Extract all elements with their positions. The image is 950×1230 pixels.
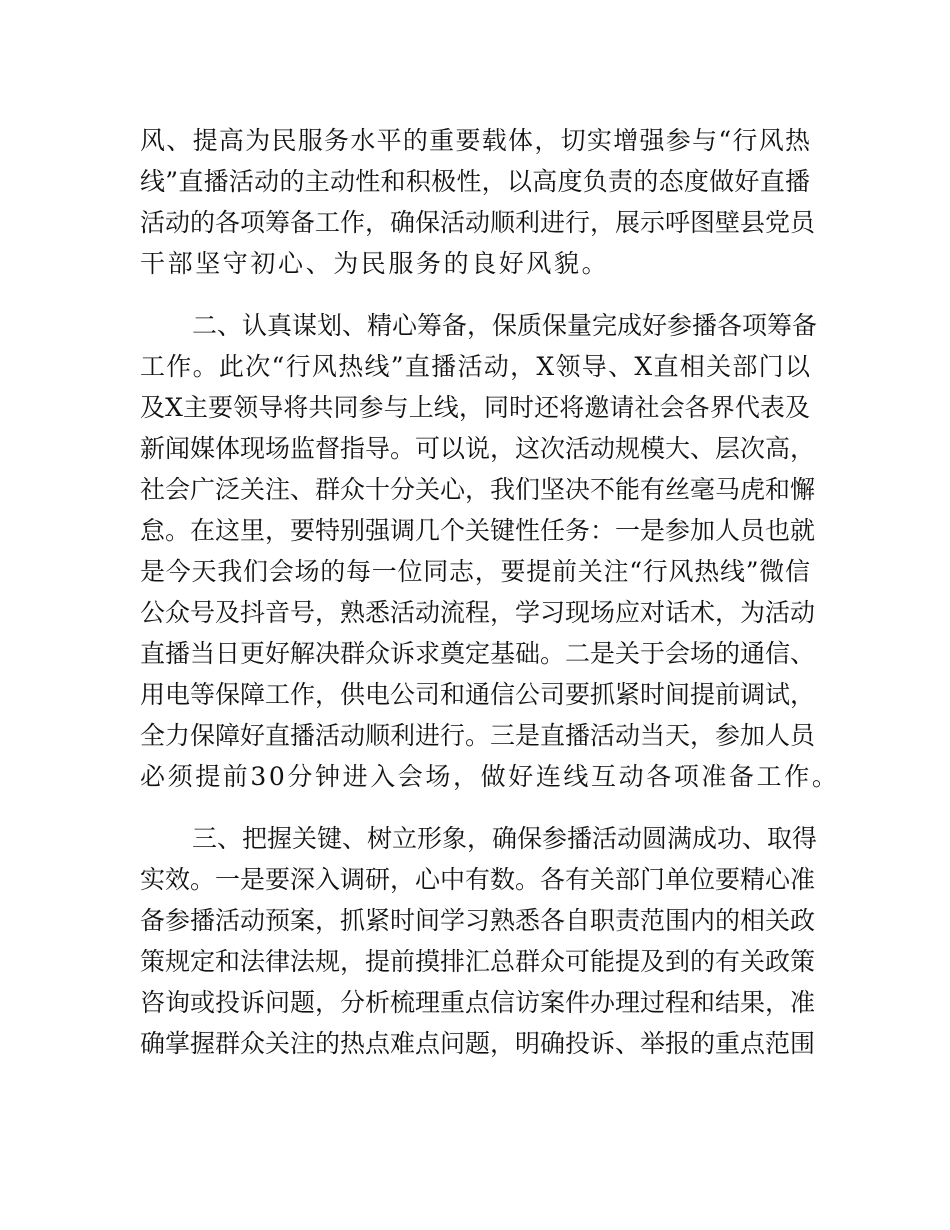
paragraph-3-line-1: 三、把握关键、树立形象，确保参播活动圆满成功、取得 — [192, 824, 818, 853]
paragraph-1-line-4: 干部坚守初心、为民服务的良好风貌。 — [140, 249, 610, 278]
paragraph-3-line-5: 咨询或投诉问题，分析梳理重点信访案件办理过程和结果，准 — [140, 988, 816, 1017]
paragraph-2-line-12: 必须提前30分钟进入会场，做好连线互动各项准备工作。 — [140, 762, 840, 791]
paragraph-1-line-3: 活动的各项筹备工作，确保活动顺利进行，展示呼图壁县党员 — [140, 208, 816, 237]
paragraph-3-line-3: 备参播活动预案，抓紧时间学习熟悉各自职责范围内的相关政 — [140, 906, 816, 935]
paragraph-3-line-6: 确掌握群众关注的热点难点问题，明确投诉、举报的重点范围 — [140, 1029, 816, 1058]
paragraph-2-line-10: 用电等保障工作，供电公司和通信公司要抓紧时间提前调试， — [140, 680, 816, 709]
paragraph-2-line-8: 公众号及抖音号，熟悉活动流程，学习现场应对话术，为活动 — [140, 598, 816, 627]
paragraph-2-line-1: 二、认真谋划、精心筹备，保质保量完成好参播各项筹备 — [192, 311, 818, 340]
paragraph-2-line-5: 社会广泛关注、群众十分关心，我们坚决不能有丝毫马虎和懈 — [140, 475, 816, 504]
paragraph-3-line-4: 策规定和法律法规，提前摸排汇总群众可能提及到的有关政策 — [140, 947, 816, 976]
paragraph-2-line-4: 新闻媒体现场监督指导。可以说，这次活动规模大、层次高， — [140, 434, 816, 463]
paragraph-1-line-2: 线”直播活动的主动性和积极性，以高度负责的态度做好直播 — [140, 167, 810, 196]
paragraph-2-line-11: 全力保障好直播活动顺利进行。三是直播活动当天，参加人员 — [140, 721, 816, 750]
paragraph-3-line-2: 实效。一是要深入调研，心中有数。各有关部门单位要精心准 — [140, 865, 816, 894]
paragraph-2-line-7: 是今天我们会场的每一位同志，要提前关注“行风热线”微信 — [140, 557, 810, 586]
paragraph-1-line-1: 风、提高为民服务水平的重要载体，切实增强参与“行风热 — [140, 126, 810, 155]
paragraph-2-line-9: 直播当日更好解决群众诉求奠定基础。二是关于会场的通信、 — [140, 639, 816, 668]
paragraph-2-line-2: 工作。此次“行风热线”直播活动，X领导、X直相关部门以 — [140, 352, 810, 381]
paragraph-2-line-6: 怠。在这里，要特别强调几个关键性任务：一是参加人员也就 — [140, 516, 816, 545]
paragraph-2-line-3: 及X主要领导将共同参与上线，同时还将邀请社会各界代表及 — [140, 393, 810, 422]
